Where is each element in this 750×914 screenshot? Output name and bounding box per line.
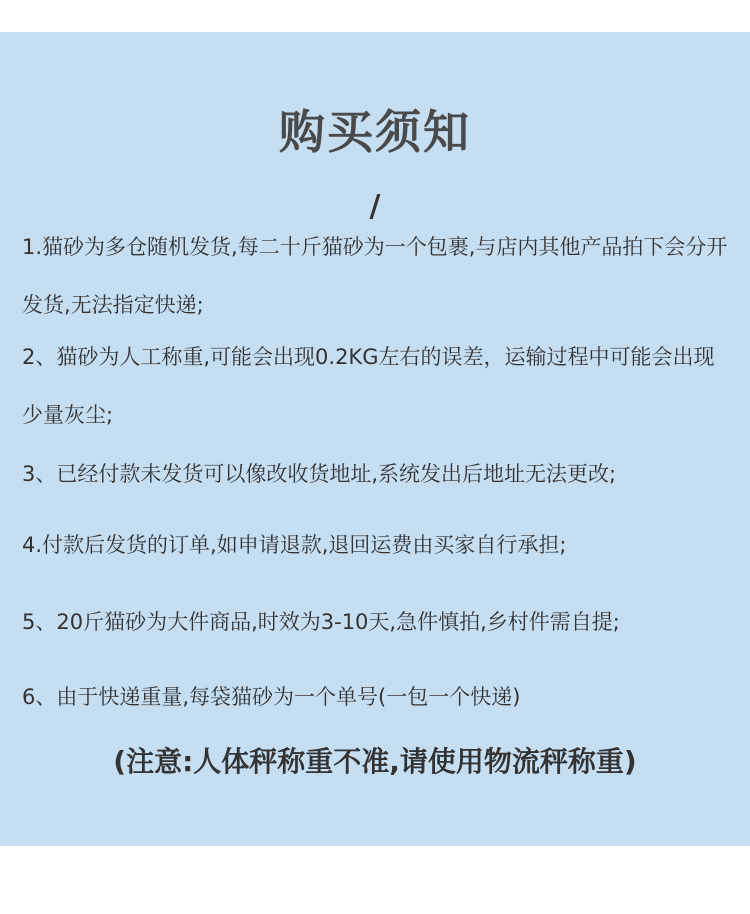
notice-item-3: 3、已经付款未发货可以像改收货地址,系统发出后地址无法更改;: [22, 462, 617, 486]
notice-item-6: 6、由于快递重量,每袋猫砂为一个单号(一包一个快递): [22, 685, 521, 709]
notice-item-1: 1.猫砂为多仓随机发货,每二十斤猫砂为一个包裹,与店内其他产品拍下会分开发货,无法指定快递;: [22, 235, 728, 317]
notice-item-2: 2、猫砂为人工称重,可能会出现0.2KG左右的误差，运输过程中可能会出现少量灰尘;: [22, 345, 715, 427]
page-title: 购买须知: [279, 105, 471, 159]
notice-item-4: 4.付款后发货的订单,如申请退款,退回运费由买家自行承担;: [22, 533, 567, 557]
notice-item-5: 5、20斤猫砂为大件商品,时效为3-10天,急件慎拍,乡村件需自提;: [22, 610, 620, 634]
title-divider: /: [369, 189, 381, 224]
footer-note: (注意:人体秤称重不准,请使用物流秤称重): [113, 745, 637, 778]
